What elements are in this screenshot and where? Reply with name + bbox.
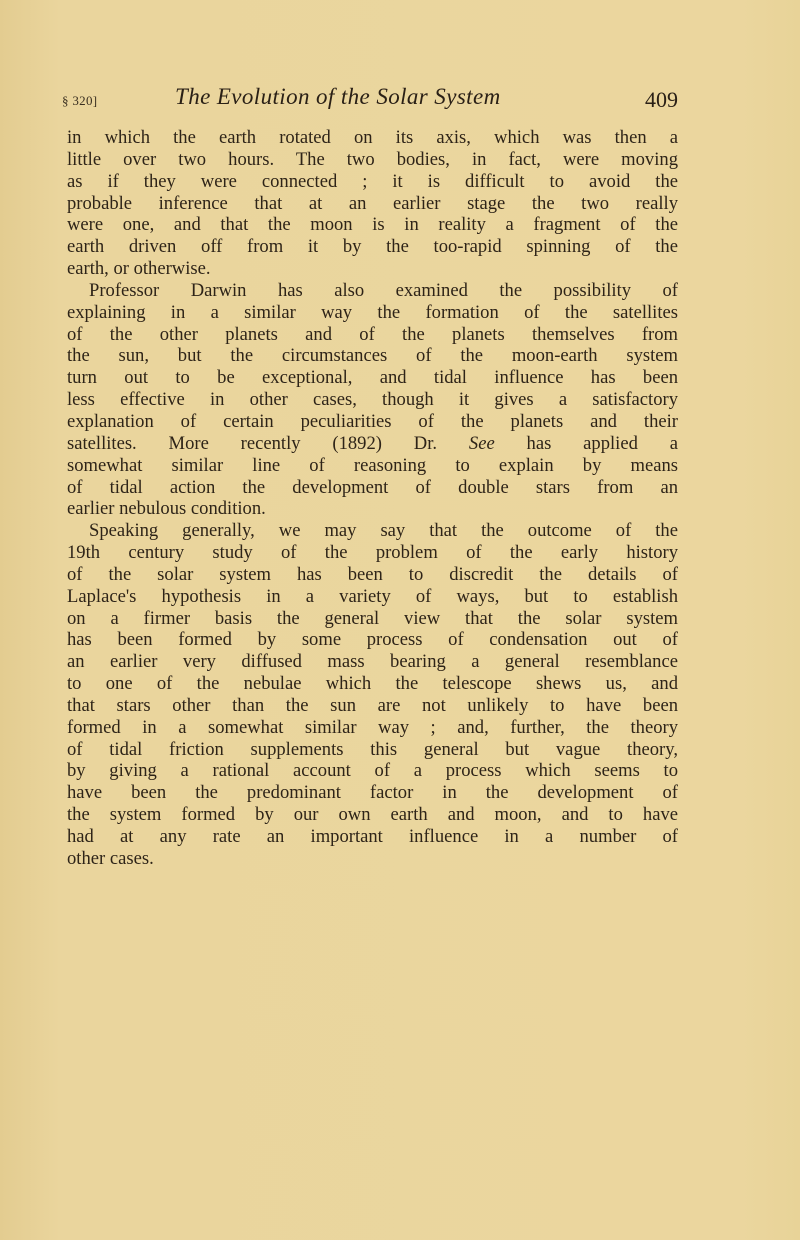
text-line: to one of the nebulae which the telescope shews us, and <box>67 673 678 695</box>
text-line: of tidal friction supplements this general but vague theory, <box>67 738 678 760</box>
text-line: in which the earth rotated on its axis, which was then a <box>67 127 678 148</box>
text-line: that stars other than the sun are not unlikely to have been <box>67 694 678 716</box>
text-line: on a firmer basis the general view that the solar system <box>67 607 678 629</box>
text-line: other cases. <box>67 847 154 869</box>
text-line: of tidal action the development of double stars from an <box>67 476 678 498</box>
text-line: had at any rate an important influence in a number of <box>67 826 678 847</box>
text-line: an earlier very diffused mass bearing a general resemblance <box>67 651 678 673</box>
text-line: explanation of certain peculiarities of the planets and their <box>67 410 678 432</box>
italic-name: See <box>468 432 495 454</box>
text-line: explaining in a similar way the formation of the satellites <box>67 301 678 323</box>
text-line: the sun, but the circumstances of the moon-earth system <box>67 345 678 367</box>
text-line: Professor Darwin has also examined the possibility of <box>89 279 678 301</box>
text-line: turn out to be exceptional, and tidal influence has been <box>67 367 678 389</box>
text-line: earth driven off from it by the too-rapid spinning of the <box>67 236 678 258</box>
text-line: probable inference that at an earlier stage the two really <box>67 192 678 214</box>
text-line: by giving a rational account of a process which seems to <box>67 760 678 782</box>
text-line: earlier nebulous condition. <box>67 498 266 520</box>
section-number: § 320] <box>62 93 98 108</box>
text-line: Speaking generally, we may say that the outcome of the <box>89 520 678 542</box>
text-line: has been formed by some process of condensation out of <box>67 629 678 651</box>
text-line: satellites. More recently (1892) Dr. See has applied a <box>67 432 678 454</box>
text-line: the system formed by our own earth and moon, and to have <box>67 804 678 826</box>
text-line: formed in a somewhat similar way ; and, further, the theory <box>67 716 678 738</box>
text-line: of the solar system has been to discredit the details of <box>67 563 678 585</box>
running-title: The Evolution of the Solar System <box>175 84 501 109</box>
page-number: 409 <box>645 87 678 112</box>
text-line: earth, or otherwise. <box>67 258 211 280</box>
text-line: of the other planets and of the planets themselves from <box>67 323 678 345</box>
text-line: as if they were connected ; it is difficult to avoid the <box>67 170 678 192</box>
text-line: Laplace's hypothesis in a variety of ways, but to establish <box>67 585 678 607</box>
running-head <box>62 84 678 114</box>
body-text <box>67 127 678 870</box>
text-line: somewhat similar line of reasoning to explain by means <box>67 454 678 476</box>
text-line: were one, and that the moon is in reality a fragment of the <box>67 214 678 236</box>
text-line: little over two hours. The two bodies, in fact, were moving <box>67 148 678 170</box>
text-line: less effective in other cases, though it gives a satisfactory <box>67 389 678 411</box>
text-line: have been the predominant factor in the development of <box>67 782 678 804</box>
text-line: 19th century study of the problem of the early history <box>67 542 678 564</box>
